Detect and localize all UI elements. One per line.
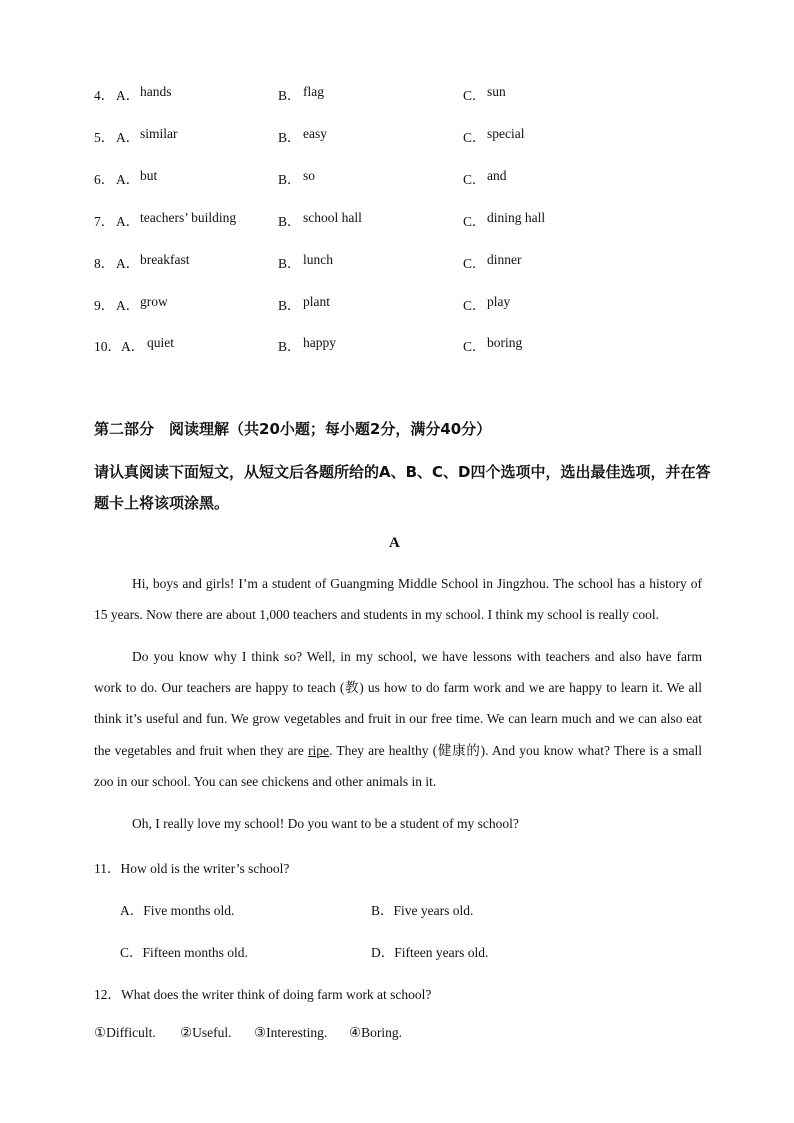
- option-c-label: C．: [463, 339, 486, 354]
- cloze-option-row: [0, 294, 794, 314]
- option-c: dinner: [487, 252, 522, 267]
- paragraph-text: Do you know why I think so? Well, in my school, we have lessons with teachers and also have farm work to do. Our teachers are happy to teach (教) us how to do farm work and we are happy to learn it. We all think it’s useful and fun. We grow vegetables and fruit in our free time. We can learn much and we can also eat the vegetables and fruit when they are: [94, 649, 702, 758]
- passage-paragraph-1: [94, 568, 702, 630]
- option-c-label: C．: [463, 172, 486, 187]
- paragraph-text: . They are healthy (健康的). And you know what? There is a small zoo in our school. You can see chickens and other animals in it.: [94, 742, 702, 789]
- option-c: dining hall: [487, 210, 546, 225]
- cloze-option-row: [0, 168, 794, 188]
- option-c: special: [487, 126, 525, 141]
- option-a: breakfast: [140, 252, 190, 267]
- question-12-choice-4: ④Boring.: [349, 1025, 402, 1040]
- option-c-label: C．: [463, 256, 486, 271]
- option-b: school hall: [303, 210, 362, 225]
- option-b: lunch: [303, 252, 333, 267]
- option-c-label: C．: [463, 214, 486, 229]
- question-12-choice-1: ①Difficult.: [94, 1025, 156, 1040]
- question-11-stem: 11．How old is the writer’s school?: [94, 861, 290, 876]
- cloze-option-row: [0, 84, 794, 104]
- passage-paragraph-2: [94, 641, 702, 797]
- option-b-label: B．: [278, 172, 301, 187]
- option-b: plant: [303, 294, 330, 309]
- cloze-option-row: [0, 252, 794, 272]
- question-11-option-a: A．Five months old.: [120, 903, 235, 918]
- option-a-label: A．: [121, 339, 145, 354]
- option-a-label: A．: [116, 256, 140, 271]
- option-b-label: B．: [278, 339, 301, 354]
- option-c-label: C．: [463, 130, 486, 145]
- option-a-label: A．: [116, 172, 140, 187]
- option-b: flag: [303, 84, 324, 99]
- option-a: quiet: [147, 335, 174, 350]
- question-number: 6．: [94, 172, 115, 187]
- passage-label: A: [389, 535, 400, 551]
- option-b: easy: [303, 126, 327, 141]
- question-number: 10．: [94, 339, 121, 354]
- option-c-label: C．: [463, 88, 486, 103]
- option-c: sun: [487, 84, 506, 99]
- cloze-option-row: [0, 335, 794, 355]
- option-a: hands: [140, 84, 172, 99]
- paragraph-text: Oh, I really love my school! Do you want to be a student of my school?: [132, 816, 519, 831]
- question-11-option-b: B．Five years old.: [371, 903, 474, 918]
- option-a-label: A．: [116, 214, 140, 229]
- question-number: 7．: [94, 214, 115, 229]
- option-a-label: A．: [116, 130, 140, 145]
- section-instructions: 请认真阅读下面短文，从短文后各题所给的A、B、C、D四个选项中，选出最佳选项，并在答题卡上将该项涂黑。: [94, 463, 711, 512]
- question-11-option-d: D．Fifteen years old.: [371, 945, 489, 960]
- paragraph-text: Hi, boys and girls! I’m a student of Guangming Middle School in Jingzhou. The school has a history of 15 years. Now there are about 1,000 teachers and students in my school. I think my school is really cool.: [94, 576, 702, 623]
- question-11-option-c: C．Fifteen months old.: [120, 945, 248, 960]
- option-a-label: A．: [116, 88, 140, 103]
- question-12-choice-2: ②Useful.: [180, 1025, 232, 1040]
- option-b: happy: [303, 335, 336, 350]
- option-b-label: B．: [278, 256, 301, 271]
- option-a: grow: [140, 294, 168, 309]
- option-c: and: [487, 168, 507, 183]
- option-c-label: C．: [463, 298, 486, 313]
- passage-paragraph-3: [94, 808, 702, 839]
- option-a: but: [140, 168, 158, 183]
- cloze-option-row: [0, 210, 794, 230]
- question-number: 8．: [94, 256, 115, 271]
- underlined-word: ripe: [308, 742, 330, 758]
- option-b-label: B．: [278, 298, 301, 313]
- section-title: 第二部分 阅读理解（共20小题；每小题2分，满分40分）: [94, 420, 492, 438]
- option-a: teachers’ building: [140, 210, 237, 225]
- option-a-label: A．: [116, 298, 140, 313]
- option-a: similar: [140, 126, 178, 141]
- option-c: play: [487, 294, 511, 309]
- cloze-option-row: [0, 126, 794, 146]
- question-number: 5．: [94, 130, 115, 145]
- question-number: 4．: [94, 88, 115, 103]
- option-c: boring: [487, 335, 523, 350]
- question-12-stem: 12．What does the writer think of doing farm work at school?: [94, 987, 432, 1002]
- option-b-label: B．: [278, 214, 301, 229]
- option-b: so: [303, 168, 316, 183]
- question-number: 9．: [94, 298, 115, 313]
- question-12-choice-3: ③Interesting.: [254, 1025, 328, 1040]
- option-b-label: B．: [278, 130, 301, 145]
- option-b-label: B．: [278, 88, 301, 103]
